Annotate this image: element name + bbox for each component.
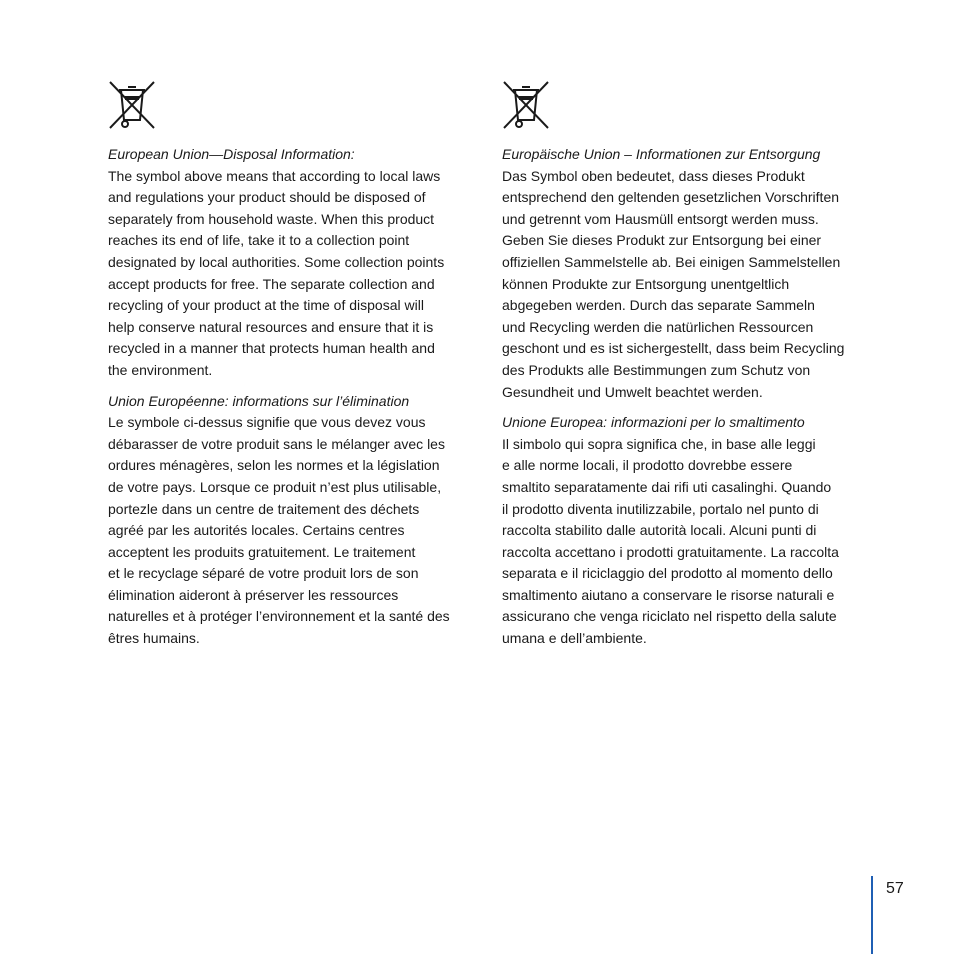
eu-german-section	[502, 144, 874, 403]
text-line: acceptent les produits gratuitement. Le traitement	[108, 543, 416, 560]
text-line: designated by local authorities. Some collection points	[108, 253, 445, 270]
text-line: Le symbole ci-dessus signifie que vous devez vous	[108, 414, 426, 431]
text-line: smaltito separatamente dai rifi uti casalinghi. Quando	[502, 478, 832, 495]
text-line: de votre pays. Lorsque ce produit n’est plus utilisable,	[108, 478, 442, 495]
text-line: und Recycling werden die natürlichen Ressourcen	[502, 318, 814, 335]
crossed-out-wheelie-bin-icon	[108, 80, 156, 130]
section-title: Europäische Union – Informationen zur Entsorgung	[502, 146, 821, 162]
right-column	[502, 80, 874, 659]
page-number: 57	[886, 880, 904, 897]
text-line: il prodotto diventa inutilizzabile, portalo nel punto di	[502, 500, 819, 517]
eu-english-section	[108, 144, 480, 382]
text-line: offiziellen Sammelstelle ab. Bei einigen Sammelstellen	[502, 253, 841, 270]
page-number-rule	[871, 876, 873, 954]
section-body	[108, 166, 480, 382]
text-line: recycled in a manner that protects human health and	[108, 340, 435, 357]
section-body	[108, 412, 480, 650]
text-line: the environment.	[108, 361, 213, 378]
text-line: können Produkte zur Entsorgung unentgeltlich	[502, 275, 790, 292]
text-line: reaches its end of life, take it to a collection point	[108, 232, 410, 249]
text-line: e alle norme locali, il prodotto dovrebbe essere	[502, 457, 793, 474]
text-line: êtres humains.	[108, 630, 200, 647]
text-line: naturelles et à protéger l’environnement et la santé des	[108, 608, 450, 625]
text-line: agréé par les autorités locales. Certains centres	[108, 522, 405, 539]
left-column	[108, 80, 480, 659]
text-line: and regulations your product should be disposed of	[108, 189, 426, 206]
eu-french-section	[108, 391, 480, 650]
text-line: accept products for free. The separate collection and	[108, 275, 435, 292]
text-line: des Produkts alle Bestimmungen zum Schutz von	[502, 361, 811, 378]
text-line: assicurano che venga riciclato nel rispetto della salute	[502, 608, 837, 625]
text-line: separately from household waste. When this product	[108, 210, 435, 227]
text-line: smaltimento aiutano a conservare le risorse naturali e	[502, 586, 835, 603]
text-line: portezle dans un centre de traitement des déchets	[108, 500, 420, 517]
text-line: entsprechend den geltenden gesetzlichen Vorschriften	[502, 189, 840, 206]
text-line: Il simbolo qui sopra significa che, in base alle leggi	[502, 435, 816, 452]
eu-italian-section	[502, 412, 874, 650]
section-title: European Union—Disposal Information:	[108, 146, 355, 162]
text-line: umana e dell’ambiente.	[502, 630, 647, 647]
text-line: ordures ménagères, selon les normes et la législation	[108, 457, 440, 474]
text-line: separata e il riciclaggio del prodotto al momento dello	[502, 565, 833, 582]
text-line: recycling of your product at the time of disposal will	[108, 297, 424, 314]
text-line: help conserve natural resources and ensure that it is	[108, 318, 434, 335]
crossed-out-wheelie-bin-icon	[502, 80, 550, 130]
text-line: élimination aideront à préserver les ressources	[108, 586, 399, 603]
section-title: Unione Europea: informazioni per lo smaltimento	[502, 414, 805, 431]
text-line: abgegeben werden. Durch das separate Sammeln	[502, 297, 815, 314]
text-line: raccolta accettano i prodotti gratuitamente. La raccolta	[502, 543, 839, 560]
text-line: The symbol above means that according to local laws	[108, 167, 441, 184]
section-body	[502, 434, 874, 650]
section-title: Union Européenne: informations sur l’élimination	[108, 392, 410, 409]
text-line: und getrennt vom Hausmüll entsorgt werden muss.	[502, 210, 819, 227]
text-line: et le recyclage séparé de votre produit lors de son	[108, 565, 419, 582]
text-line: geschont und es ist sichergestellt, dass beim Recycling	[502, 340, 845, 357]
section-body	[502, 166, 874, 404]
text-line: raccolta stabilito dalle autorità locali. Alcuni punti di	[502, 522, 817, 539]
text-line: débarasser de votre produit sans le mélanger avec les	[108, 435, 445, 452]
text-line: Gesundheit und Umwelt beachtet werden.	[502, 383, 763, 400]
text-line: Geben Sie dieses Produkt zur Entsorgung bei einer	[502, 232, 822, 249]
text-line: Das Symbol oben bedeutet, dass dieses Produkt	[502, 167, 805, 184]
